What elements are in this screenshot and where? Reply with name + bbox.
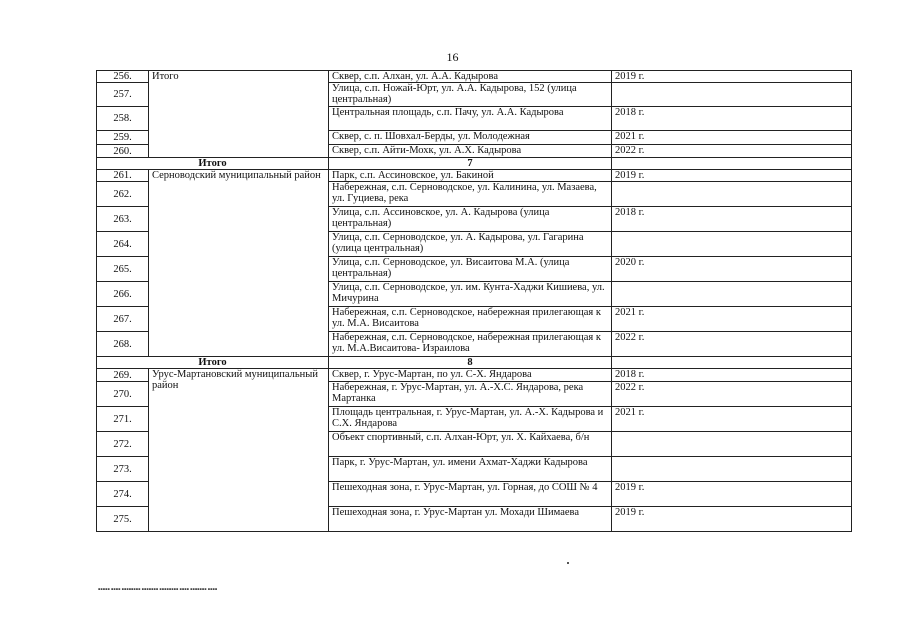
row-number: 257. [97,83,149,107]
row-number: 265. [97,257,149,282]
row-number: 258. [97,107,149,131]
page-number: 16 [446,50,459,64]
row-number: 269. [97,369,149,382]
object-description: Пешеходная зона, г. Урус-Мартан, ул. Горная, до СОШ № 4 [329,482,612,507]
row-number: 259. [97,131,149,145]
object-description: Сквер, с.п. Айти-Мохк, ул. А.Х. Кадырова [329,145,612,158]
total-label: Итого [97,357,329,369]
row-number: 268. [97,332,149,357]
row-number: 261. [97,170,149,182]
implementation-year: 2022 г. [612,332,852,357]
table-row [97,71,852,83]
object-description: Сквер, г. Урус-Мартан, по ул. С-Х. Яндарова [329,369,612,382]
implementation-year: 2019 г. [612,71,852,83]
row-number: 271. [97,407,149,432]
row-number: 263. [97,207,149,232]
row-number: 270. [97,382,149,407]
implementation-year: 2021 г. [612,407,852,432]
table-row [97,369,852,382]
object-description: Объект спортивный, с.п. Алхан-Юрт, ул. Х. Кайхаева, б/н [329,432,612,457]
object-description: Площадь центральная, г. Урус-Мартан, ул. А.-Х. Кадырова и С.Х. Яндарова [329,407,612,432]
total-year-cell [612,357,852,369]
implementation-year [612,83,852,107]
implementation-year [612,282,852,307]
implementation-year [612,457,852,482]
object-description: Пешеходная зона, г. Урус-Мартан ул. Мохади Шимаева [329,507,612,532]
row-number: 275. [97,507,149,532]
row-number: 264. [97,232,149,257]
total-year-cell [612,158,852,170]
row-number: 260. [97,145,149,158]
row-number: 272. [97,432,149,457]
scan-artifact [567,562,569,564]
implementation-year: 2021 г. [612,131,852,145]
object-description: Улица, с.п. Ножай-Юрт, ул. А.А. Кадырова, 152 (улица центральная) [329,83,612,107]
implementation-year: 2019 г. [612,507,852,532]
implementation-year: 2018 г. [612,107,852,131]
object-description: Улица, с.п. Ассиновское, ул. А. Кадырова (улица центральная) [329,207,612,232]
district-name: Серноводский муниципальный район [149,170,329,357]
total-row [97,158,852,170]
district-name: Итого [149,71,329,158]
row-number: 256. [97,71,149,83]
object-description: Улица, с.п. Серноводское, ул. им. Кунта-Хаджи Кишиева, ул. Мичурина [329,282,612,307]
total-value: 8 [329,357,612,369]
object-description: Парк, г. Урус-Мартан, ул. имени Ахмат-Хаджи Кадырова [329,457,612,482]
object-description: Центральная площадь, с.п. Пачу, ул. А.А. Кадырова [329,107,612,131]
row-number: 274. [97,482,149,507]
implementation-year: 2020 г. [612,257,852,282]
implementation-year: 2019 г. [612,482,852,507]
implementation-year: 2018 г. [612,369,852,382]
total-value: 7 [329,158,612,170]
footer-stamp: ▪▪▪▪▪ ▪▪▪▪ ▪▪▪▪▪▪▪▪ ▪▪▪▪▪▪▪ ▪▪▪▪▪▪▪▪ ▪▪▪▪ ▪▪▪▪▪▪▪ ▪▪▪▪ [98,587,218,591]
implementation-year: 2021 г. [612,307,852,332]
total-label: Итого [97,158,329,170]
implementation-year: 2022 г. [612,382,852,407]
object-description: Набережная, г. Урус-Мартан, ул. А.-Х.С. Яндарова, река Мартанка [329,382,612,407]
implementation-year: 2018 г. [612,207,852,232]
object-description: Набережная, с.п. Серноводское, набережная прилегающая к ул. М.А. Висаитова [329,307,612,332]
implementation-year [612,182,852,207]
object-description: Улица, с.п. Серноводское, ул. Висаитова М.А. (улица центральная) [329,257,612,282]
total-row [97,357,852,369]
objects-table [96,70,852,532]
table-row [97,170,852,182]
object-description: Набережная, с.п. Серноводское, набережная прилегающая к ул. М.А.Висаитова- Израилова [329,332,612,357]
implementation-year [612,432,852,457]
district-name: Урус-Мартановский муниципальный район [149,369,329,532]
implementation-year: 2019 г. [612,170,852,182]
implementation-year: 2022 г. [612,145,852,158]
row-number: 273. [97,457,149,482]
object-description: Улица, с.п. Серноводское, ул. А. Кадырова, ул. Гагарина (улица центральная) [329,232,612,257]
row-number: 267. [97,307,149,332]
implementation-year [612,232,852,257]
row-number: 262. [97,182,149,207]
object-description: Сквер, с. п. Шовхал-Берды, ул. Молодежная [329,131,612,145]
row-number: 266. [97,282,149,307]
object-description: Набережная, с.п. Серноводское, ул. Калинина, ул. Мазаева, ул. Гуциева, река [329,182,612,207]
object-description: Парк, с.п. Ассиновское, ул. Бакиной [329,170,612,182]
object-description: Сквер, с.п. Алхан, ул. А.А. Кадырова [329,71,612,83]
